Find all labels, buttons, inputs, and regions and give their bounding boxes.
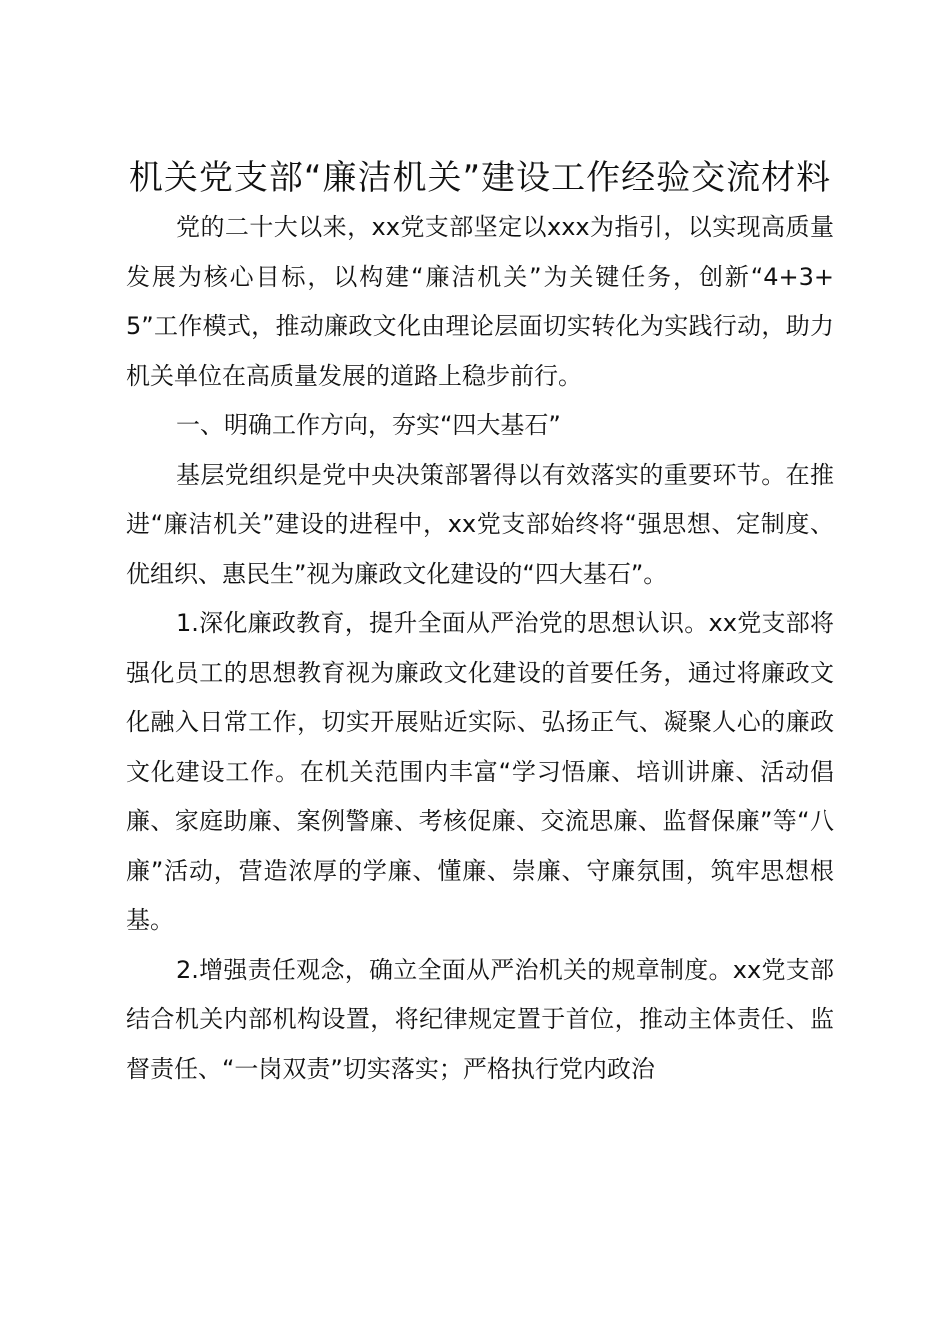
section-1-paragraph: 基层党组织是党中央决策部署得以有效落实的重要环节。在推进“廉洁机关”建设的进程中，xx党支部始终将“强思想、定制度、优组织、惠民生”视为廉政文化建设的“四大基石”。 <box>126 460 834 588</box>
document-title: 机关党支部“廉洁机关”建设工作经验交流材料 <box>128 158 832 198</box>
document-page <box>126 154 834 1094</box>
intro-paragraph: 党的二十大以来，xx党支部坚定以xxx为指引，以实现高质量发展为核心目标，以构建“廉洁机关”为关键任务，创新“4+3+5”工作模式，推动廉政文化由理论层面切实转化为实践行动，助力机关单位在高质量发展的道路上稳步前行。 <box>126 213 834 390</box>
item-2-paragraph: 2.增强责任观念，确立全面从严治机关的规章制度。xx党支部结合机关内部机构设置，将纪律规定置于首位，推动主体责任、监督责任、“一岗双责”切实落实；严格执行党内政治 <box>126 955 834 1083</box>
item-1-paragraph: 1.深化廉政教育，提升全面从严治党的思想认识。xx党支部将强化员工的思想教育视为廉政文化建设的首要任务，通过将廉政文化融入日常工作，切实开展贴近实际、弘扬正气、凝聚人心的廉政文化建设工作。在机关范围内丰富“学习悟廉、培训讲廉、活动倡廉、家庭助廉、案例警廉、考核促廉、交流思廉、监督保廉”等“八廉”活动，营造浓厚的学廉、懂廉、崇廉、守廉氛围，筑牢思想根基。 <box>126 609 834 934</box>
section-heading-1: 一、明确工作方向，夯实“四大基石” <box>176 411 561 439</box>
